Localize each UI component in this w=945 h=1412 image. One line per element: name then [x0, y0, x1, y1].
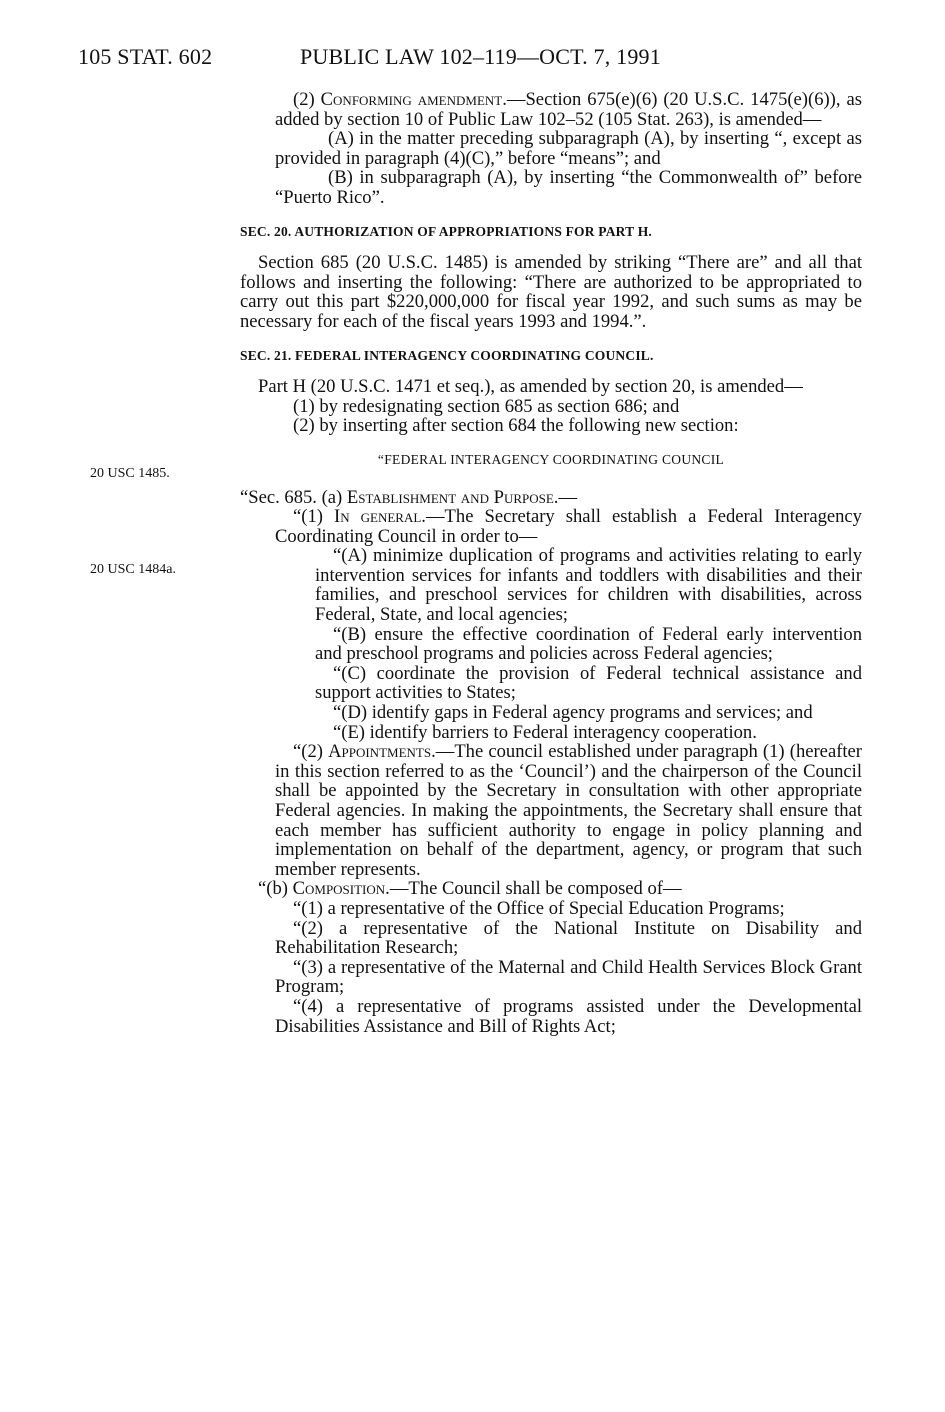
sec-685-heading: “Sec. 685. (a) Establishment and Purpose.— [240, 486, 578, 508]
running-head: PUBLIC LAW 102–119—OCT. 7, 1991 [300, 44, 661, 69]
sec-685-a1-E: “(E) identify barriers to Federal interagency cooperation. [333, 721, 757, 743]
section-20-text: Section 685 (20 U.S.C. 1485) is amended by striking “There are” and all that follows and inserting the following: “There are authorized to be appropriated to carry out this part $220,000,000 for fiscal year 1992, and such sums as may be necessary for each of the fiscal years 1993 and 1994.”. [240, 252, 862, 332]
section-21-intro: Part H (20 U.S.C. 1471 et seq.), as amended by section 20, is amended— [258, 376, 803, 398]
sec-685-b1: “(1) a representative of the Office of Special Education Programs; [293, 897, 785, 919]
sec-685-b4: “(4) a representative of programs assisted under the Developmental Disabilities Assistance and Bill of Rights Act; [275, 995, 862, 1037]
sec-685-b3: “(3) a representative of the Maternal and Child Health Services Block Grant Program; [275, 956, 862, 998]
margin-note-1485: 20 USC 1485. [90, 466, 170, 481]
sec-685-a2: “(2) Appointments.—The council established under paragraph (1) (hereafter in this section referred to as the ‘Council’) and the chairperson of the Council shall be appointed by the Secretary in consultation with other appropriate Federal agencies. In making the appointments, the Secretary shall ensure that each member has sufficient authority to engage in policy planning and implementation on behalf of the department, agency, or program that such member represents. [275, 741, 862, 880]
page-number: 105 STAT. 602 [78, 44, 213, 69]
paragraph-conforming-amendment: (2) Conforming amendment.—Section 675(e)(6) (20 U.S.C. 1475(e)(6)), as added by section 10 of Public Law 102–52 (105 Stat. 263), is amended— [275, 89, 862, 130]
sec-685-a1: “(1) In general.—The Secretary shall establish a Federal Interagency Coordinating Council in order to— [275, 506, 862, 547]
subparagraph-a: (A) in the matter preceding subparagraph (A), by inserting “, except as provided in paragraph (4)(C),” before “means”; and [275, 128, 862, 169]
sec-685-b: “(b) Composition.—The Council shall be composed of— [258, 878, 682, 900]
sec-685-a1-C: “(C) coordinate the provision of Federal technical assistance and support activities to States; [315, 662, 862, 704]
sec-685-a1-B: “(B) ensure the effective coordination of Federal early intervention and preschool programs and policies across Federal agencies; [315, 623, 862, 665]
document-body [240, 90, 862, 1036]
section-21-item-1: (1) by redesignating section 685 as section 686; and [293, 395, 680, 417]
section-21-item-2: (2) by inserting after section 684 the following new section: [293, 415, 739, 437]
new-section-title: “FEDERAL INTERAGENCY COORDINATING COUNCIL [377, 451, 725, 467]
section-heading-20: SEC. 20. AUTHORIZATION OF APPROPRIATIONS FOR PART H. [240, 223, 652, 239]
sec-685-b2: “(2) a representative of the National Institute on Disability and Rehabilitation Research; [275, 917, 862, 959]
sec-685-a1-A: “(A) minimize duplication of programs and activities relating to early intervention services for infants and toddlers with disabilities and their families, and preschool services for children with disabilities, across Federal, State, and local agencies; [315, 545, 862, 626]
run-in-heading: Conforming amendment. [320, 89, 507, 110]
section-heading-21: SEC. 21. FEDERAL INTERAGENCY COORDINATING COUNCIL. [240, 347, 654, 363]
subparagraph-b: (B) in subparagraph (A), by inserting “the Commonwealth of” before “Puerto Rico”. [275, 167, 862, 208]
sec-685-a1-D: “(D) identify gaps in Federal agency programs and services; and [333, 702, 813, 724]
margin-note-1484a: 20 USC 1484a. [90, 562, 176, 577]
